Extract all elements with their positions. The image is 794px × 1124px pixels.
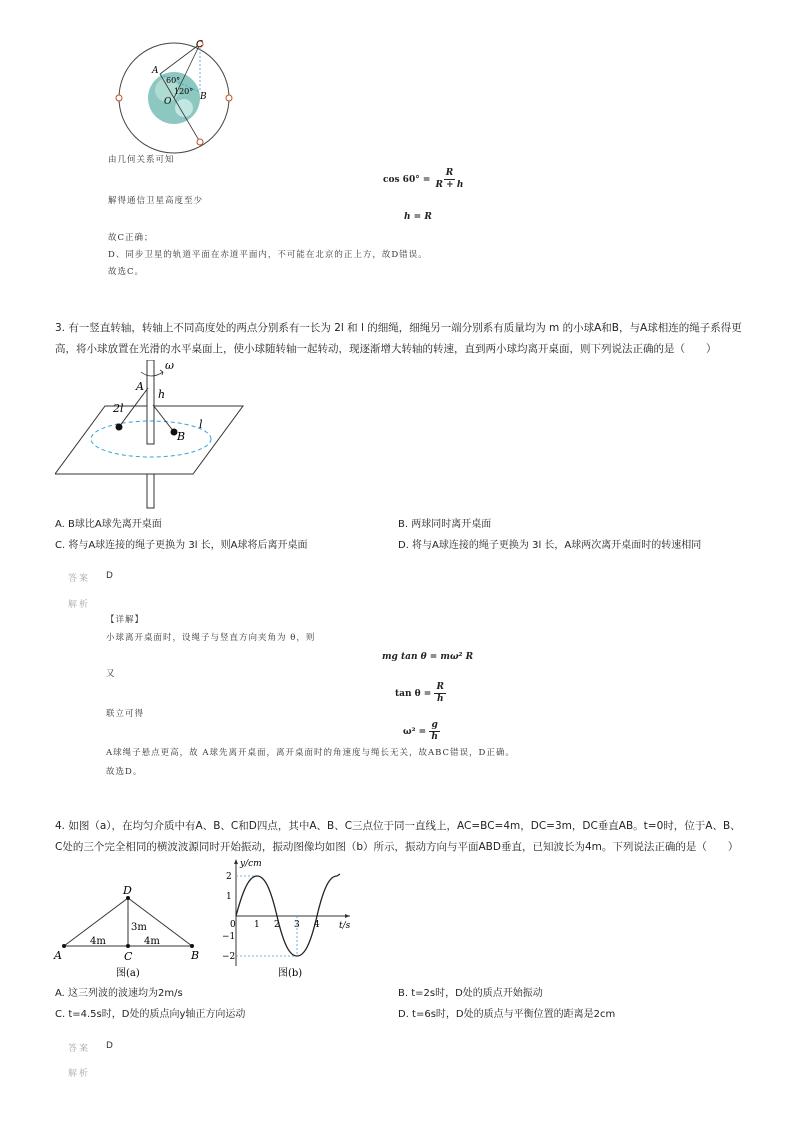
q4-fig-a-c: C [124, 950, 133, 963]
q3-answer: D [106, 571, 113, 581]
q2-eq1 [383, 168, 465, 191]
q4-fig-b-ytick-2: 2 [226, 872, 232, 882]
q3-fig-l: l [199, 418, 203, 431]
q4-fig-b-xtick-2: 2 [274, 920, 280, 930]
q3-e2 [395, 682, 446, 705]
q2-line1: 由几何关系可知 [108, 155, 175, 165]
q4-fig-b-xlabel: t/s [339, 921, 351, 931]
q3-fig-2l: 2l [113, 402, 124, 415]
q2-eq1-num: R [445, 168, 454, 178]
q4-stem: 4. 如图（a），在均匀介质中有A、B、C和D四点，其中A、B、C三点位于同一直线上，AC=BC=4m，DC=3m，DC垂直AB。t=0时，位于A、B、C处的三个完全相同的横波波源同时开始振动，振动图像均如图（b）所示，振动方向与平面ABD垂直，已知波长为4m。下列说法正确的是（ ） [55, 820, 741, 853]
q4-option-b[interactable]: B. t=2s时，D处的质点开始振动 [398, 988, 543, 999]
q3-option-c[interactable]: C. 将与A球连接的绳子更换为 3l 长，则A球将后离开桌面 [55, 540, 308, 551]
q3-e3-den: h [431, 732, 438, 742]
q4-fig-b-ytick-m1: −1 [222, 932, 236, 942]
q3-stem: 3. 有一竖直转轴，转轴上不同高度处的两点分别系有一长为 2l 和 l 的细绳，细绳另一端分别系有质量均为 m 的小球A和B，与A球相连的绳子系得更高，将小球放置在光滑的水平桌面上，使小球随转轴一起转动，现逐渐增大转轴的转速，直到两小球均离开桌面，则下列说法正确的是（ ） [55, 322, 742, 355]
q3-fig-omega: ω [165, 360, 174, 372]
q4-option-c[interactable]: C. t=4.5s时，D处的质点向y轴正方向运动 [55, 1009, 246, 1020]
q3-e3-lhs: ω² = [403, 727, 427, 737]
q3-e2-num: R [436, 682, 444, 692]
orbit-angle-120: 120° [174, 87, 194, 96]
q4-fig-b-ytick-1: 1 [226, 892, 232, 902]
q3-s2: 又 [106, 669, 116, 679]
q2-line2: 解得通信卫星高度至少 [108, 196, 204, 206]
q4-option-d[interactable]: D. t=6s时，D处的质点与平衡位置的距离是2cm [398, 1009, 616, 1020]
q4-fig-b-ytick-0: 0 [230, 920, 236, 930]
q4-fig-a-d: D [123, 884, 132, 897]
q3-e3 [403, 720, 440, 743]
q3-option-a[interactable]: A. B球比A球先离开桌面 [55, 519, 162, 530]
q4-answer: D [106, 1041, 113, 1051]
q3-e3-num: g [431, 720, 438, 730]
q3-detail: 【详解】 [106, 615, 145, 625]
q4-answer-label: 答案 [68, 1044, 91, 1054]
q4-fig-a-a: A [54, 949, 62, 962]
q3-s3: 联立可得 [106, 709, 145, 719]
q2-line5: 故选C。 [108, 267, 145, 277]
q2-line3: 故C正确； [108, 233, 154, 243]
q4-fig-b-caption: 图(b) [278, 968, 303, 979]
q4-fig-a-caption: 图(a) [116, 968, 140, 979]
q4-analysis-label: 解析 [68, 1069, 91, 1079]
orbit-label-o: O [164, 97, 172, 107]
q3-e2-lhs: tan θ = [395, 689, 432, 699]
q3-e2-den: h [436, 694, 444, 704]
orbit-label-c: C [196, 40, 203, 50]
q3-fig-h: h [158, 388, 166, 401]
q3-analysis-label: 解析 [68, 600, 91, 610]
orbit-label-a: A [152, 66, 159, 76]
orbit-figure [112, 38, 272, 158]
q2-line4: D、同步卫星的轨道平面在赤道平面内，不可能在北京的正上方，故D错误。 [108, 250, 428, 260]
q3-fig-a: A [136, 380, 144, 393]
q4-fig-b-xtick-4: 4 [314, 920, 320, 930]
q4-fig-a-len1: 4m [90, 936, 106, 947]
q3-answer-label: 答案 [68, 574, 91, 584]
orbit-angle-60: 60° [166, 76, 181, 85]
q4-fig-b-ylabel: y/cm [240, 859, 262, 869]
q4-fig-a-b: B [191, 949, 200, 962]
q3-s4: A球绳子悬点更高，故 A球先离开桌面，离开桌面时的角速度与绳长无关，故ABC错误，D正确。 [106, 748, 515, 758]
q3-e1: mg tan θ = mω² R [382, 652, 474, 662]
q3-s5: 故选D。 [106, 767, 143, 777]
q2-eq2: h = R [404, 212, 432, 222]
q3-figure [55, 360, 245, 510]
q2-eq1-den: R + h [435, 180, 464, 190]
q4-fig-b-ytick-m2: −2 [222, 952, 236, 962]
q4-option-a[interactable]: A. 这三列波的波速均为2m/s [55, 988, 183, 999]
q4-figure-b [222, 856, 362, 982]
q2-eq1-lhs: cos 60° = [383, 175, 431, 185]
orbit-label-b: B [200, 92, 207, 102]
q3-option-d[interactable]: D. 将与A球连接的绳子更换为 3l 长，A球两次离开桌面时的转速相同 [398, 540, 702, 551]
q4-fig-b-xtick-3: 3 [294, 920, 300, 930]
q3-option-b[interactable]: B. 两球同时离开桌面 [398, 519, 492, 530]
q4-figure-a [52, 856, 212, 982]
q4-fig-a-len3: 3m [131, 922, 147, 933]
q3-s1: 小球离开桌面时，设绳子与竖直方向夹角为 θ，则 [106, 633, 316, 643]
q4-fig-b-xtick-1: 1 [254, 920, 260, 930]
q4-fig-a-len2: 4m [144, 936, 160, 947]
q3-fig-b: B [177, 430, 186, 443]
